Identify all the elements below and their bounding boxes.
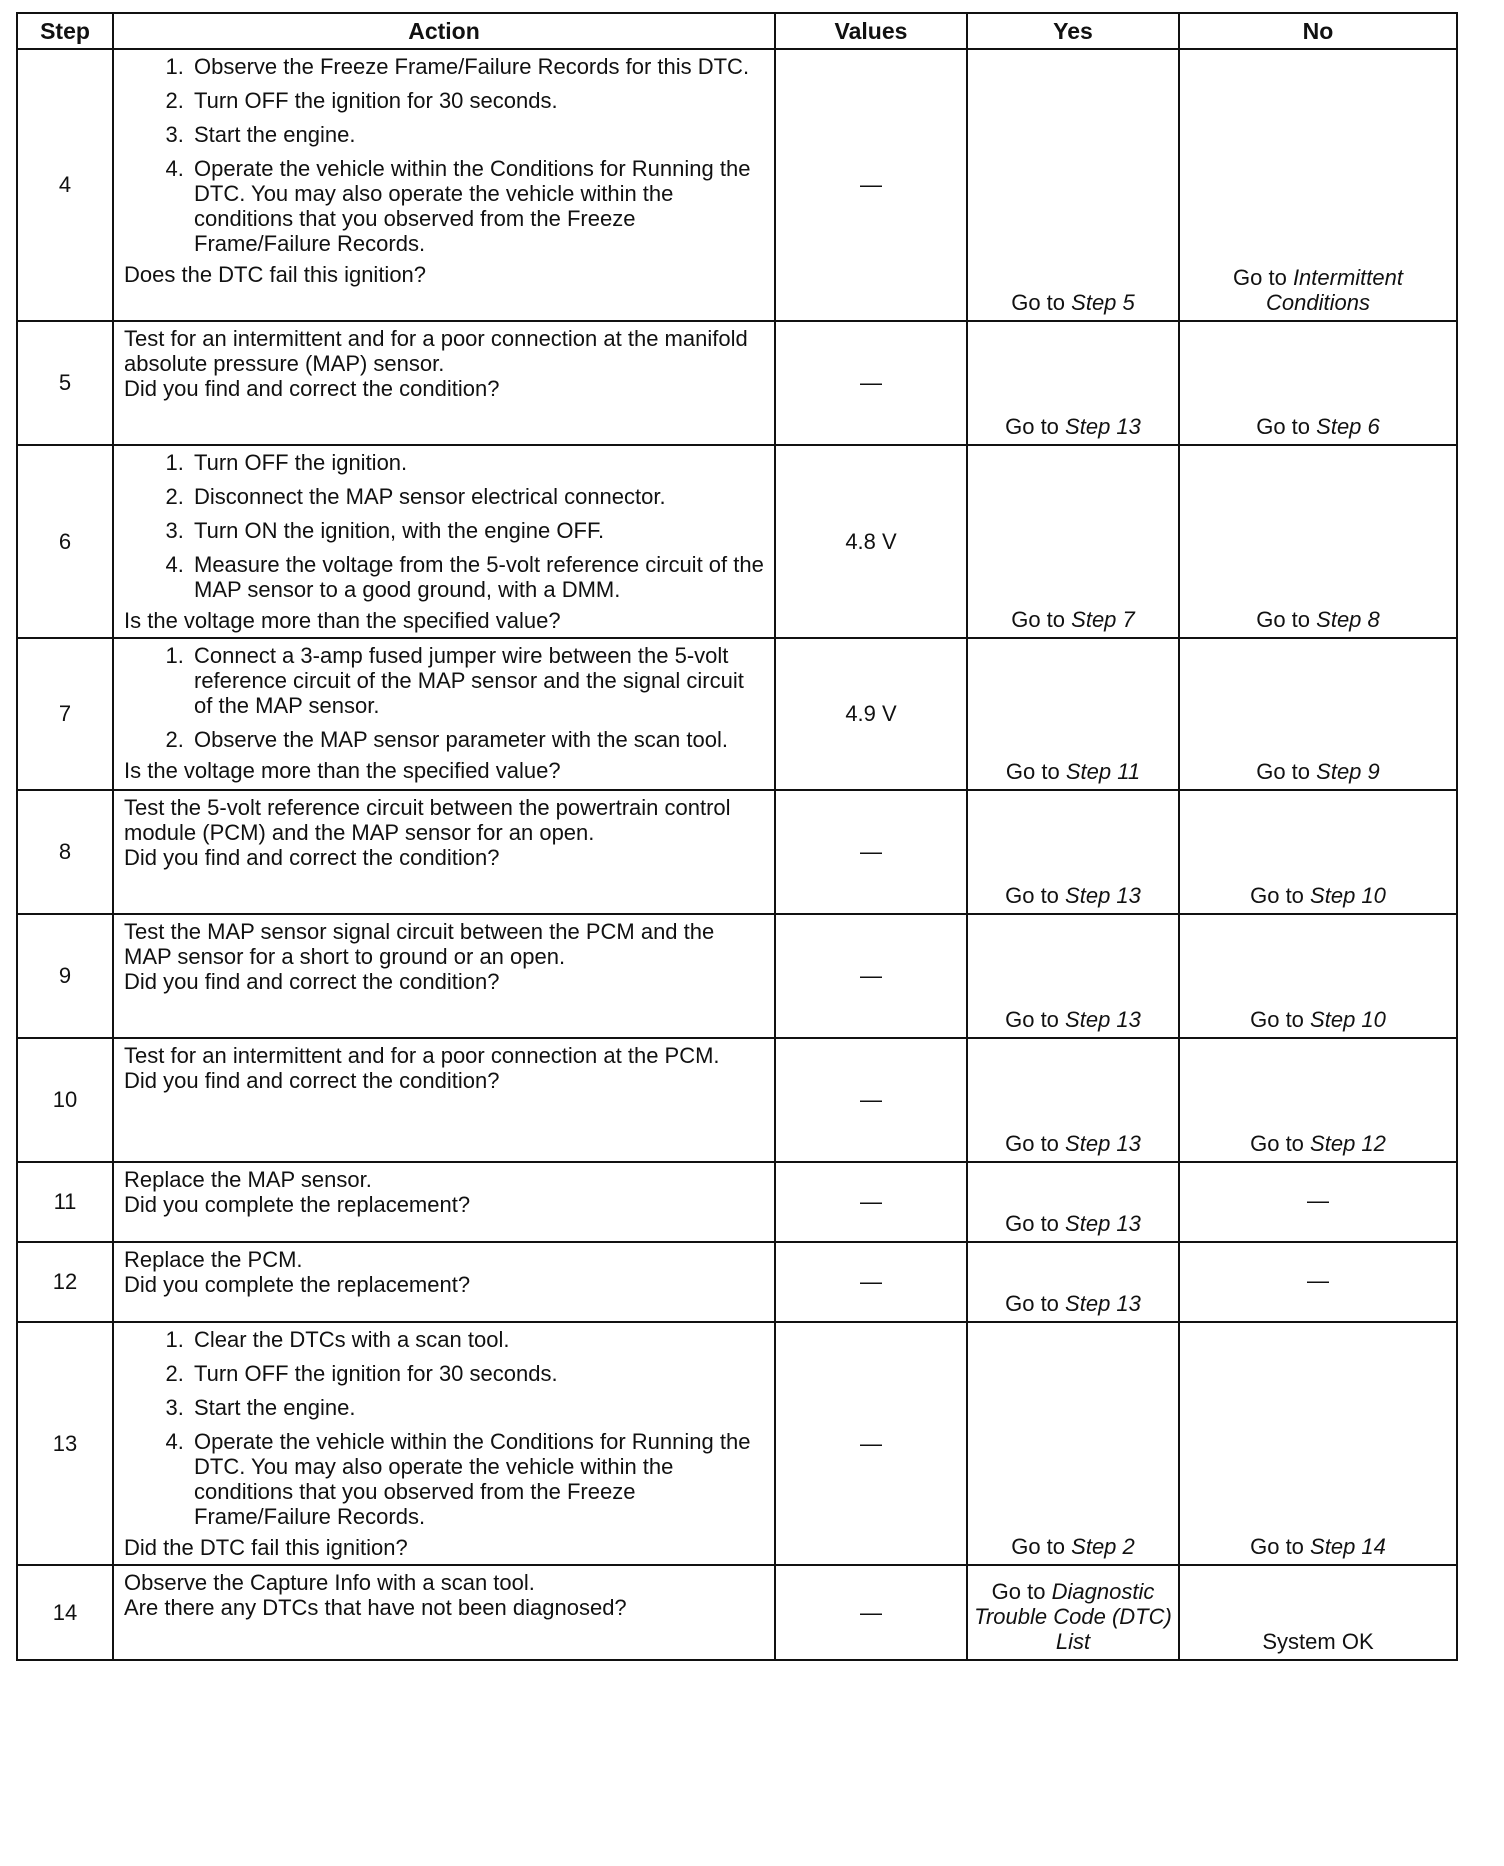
step-number: 14 — [17, 1565, 113, 1660]
table-row — [17, 49, 1457, 321]
action-question: Did you find and correct the condition? — [124, 1068, 500, 1093]
diagnostic-table — [16, 12, 1458, 1661]
step-number: 4 — [17, 49, 113, 321]
yes-goto-link[interactable]: Step 2 — [1071, 1534, 1135, 1559]
no-result-text: — — [1307, 1268, 1329, 1293]
action-content — [124, 1043, 764, 1093]
no-goto-prefix: Go to — [1250, 1534, 1304, 1559]
step-number: 8 — [17, 790, 113, 914]
yes-goto-prefix: Go to — [1005, 1131, 1059, 1156]
value-cell: 4.8 V — [775, 445, 967, 638]
table-body — [17, 49, 1457, 1660]
action-step-item: 1. Connect a 3-amp fused jumper wire between the 5-volt reference circuit of the MAP sensor and the signal circuit of the MAP sensor. — [190, 643, 764, 718]
action-cell — [113, 445, 775, 638]
yes-cell — [967, 638, 1179, 790]
step-number: 12 — [17, 1242, 113, 1322]
yes-goto-prefix: Go to — [1011, 1534, 1066, 1559]
no-cell — [1179, 914, 1457, 1038]
yes-goto-prefix: Go to — [1005, 1291, 1059, 1316]
action-steps-list — [124, 54, 764, 256]
action-instructions — [124, 54, 764, 262]
action-content — [124, 1570, 764, 1620]
action-cell — [113, 1038, 775, 1162]
no-result-text: — — [1307, 1188, 1329, 1213]
yes-goto-prefix: Go to — [1005, 883, 1059, 908]
value-cell: — — [775, 914, 967, 1038]
action-step-item: 3. Turn ON the ignition, with the engine OFF. — [190, 518, 764, 543]
table-row — [17, 790, 1457, 914]
header-no: No — [1179, 13, 1457, 49]
header-row — [17, 13, 1457, 49]
yes-goto-prefix: Go to — [1005, 759, 1060, 784]
action-content — [124, 326, 764, 401]
yes-cell — [967, 1242, 1179, 1322]
action-step-item: 2. Disconnect the MAP sensor electrical connector. — [190, 484, 764, 509]
no-cell — [1179, 1322, 1457, 1565]
yes-cell — [967, 1322, 1179, 1565]
action-instructions — [124, 1570, 764, 1595]
yes-cell — [967, 914, 1179, 1038]
step-number: 6 — [17, 445, 113, 638]
yes-goto-link[interactable]: Step 13 — [1065, 1007, 1141, 1032]
yes-cell — [967, 790, 1179, 914]
action-instructions — [124, 919, 764, 969]
action-instructions — [124, 1247, 764, 1272]
value-cell: — — [775, 49, 967, 321]
yes-goto-link[interactable]: Step 13 — [1065, 883, 1141, 908]
action-text: Replace the PCM. — [124, 1247, 303, 1272]
step-number: 10 — [17, 1038, 113, 1162]
yes-goto-prefix: Go to — [1005, 414, 1059, 439]
action-text: Test for an intermittent and for a poor connection at the PCM. — [124, 1043, 720, 1068]
yes-goto-link[interactable]: Step 13 — [1065, 414, 1141, 439]
table-row — [17, 1565, 1457, 1660]
action-question: Did you complete the replacement? — [124, 1272, 471, 1297]
no-goto-link[interactable]: Step 10 — [1310, 883, 1386, 908]
action-step-item: 2. Observe the MAP sensor parameter with the scan tool. — [190, 727, 764, 752]
yes-cell — [967, 1038, 1179, 1162]
no-cell — [1179, 49, 1457, 321]
value-cell: — — [775, 321, 967, 445]
no-result-text: System OK — [1262, 1629, 1374, 1654]
no-cell — [1179, 1162, 1457, 1242]
yes-cell — [967, 445, 1179, 638]
action-instructions — [124, 450, 764, 608]
action-question: Did the DTC fail this ignition? — [124, 1535, 408, 1560]
step-number: 13 — [17, 1322, 113, 1565]
no-cell — [1179, 1242, 1457, 1322]
step-number: 9 — [17, 914, 113, 1038]
yes-goto-link[interactable]: Step 13 — [1065, 1211, 1141, 1236]
step-number: 7 — [17, 638, 113, 790]
action-step-item: 4. Operate the vehicle within the Conditions for Running the DTC. You may also operate the vehicle within the conditions that you observed from the Freeze Frame/Failure Records. — [190, 1429, 764, 1529]
action-cell — [113, 1242, 775, 1322]
action-step-item: 3. Start the engine. — [190, 122, 764, 147]
yes-goto-link[interactable]: Step 11 — [1065, 759, 1141, 784]
action-cell — [113, 321, 775, 445]
action-question: Does the DTC fail this ignition? — [124, 262, 427, 287]
yes-goto-prefix: Go to — [991, 1579, 1046, 1604]
action-cell — [113, 1565, 775, 1660]
value-cell: — — [775, 1242, 967, 1322]
action-text: Replace the MAP sensor. — [124, 1167, 372, 1192]
table-row — [17, 1038, 1457, 1162]
no-goto-prefix: Go to — [1250, 1131, 1304, 1156]
action-question: Is the voltage more than the specified value? — [124, 758, 561, 783]
action-content — [124, 919, 764, 994]
yes-cell — [967, 321, 1179, 445]
no-goto-link[interactable]: Step 6 — [1316, 414, 1380, 439]
action-step-item: 2. Turn OFF the ignition for 30 seconds. — [190, 1361, 764, 1386]
action-question: Are there any DTCs that have not been diagnosed? — [124, 1595, 627, 1620]
no-cell — [1179, 1565, 1457, 1660]
no-goto-link[interactable]: Step 8 — [1316, 607, 1380, 632]
action-step-item: 1. Observe the Freeze Frame/Failure Records for this DTC. — [190, 54, 764, 79]
no-goto-link[interactable]: Step 14 — [1310, 1534, 1386, 1559]
yes-goto-link[interactable]: Step 7 — [1071, 607, 1135, 632]
table-row — [17, 1242, 1457, 1322]
header-yes: Yes — [967, 13, 1179, 49]
yes-goto-link[interactable]: Diagnostic Trouble Code (DTC) List — [974, 1579, 1172, 1654]
action-step-item: 1. Turn OFF the ignition. — [190, 450, 764, 475]
yes-goto-prefix: Go to — [1005, 1211, 1059, 1236]
value-cell: 4.9 V — [775, 638, 967, 790]
action-question: Did you find and correct the condition? — [124, 376, 500, 401]
action-step-item: 3. Start the engine. — [190, 1395, 764, 1420]
action-step-item: 4. Operate the vehicle within the Conditions for Running the DTC. You may also operate the vehicle within the conditions that you observed from the Freeze Frame/Failure Records. — [190, 156, 764, 256]
table-row — [17, 445, 1457, 638]
no-cell — [1179, 638, 1457, 790]
action-content — [124, 54, 764, 287]
yes-goto-link[interactable]: Step 13 — [1065, 1131, 1141, 1156]
action-cell — [113, 790, 775, 914]
value-cell: — — [775, 1162, 967, 1242]
action-content — [124, 643, 764, 783]
action-content — [124, 795, 764, 870]
action-content — [124, 1327, 764, 1560]
action-cell — [113, 914, 775, 1038]
no-goto-link[interactable]: Step 10 — [1310, 1007, 1386, 1032]
yes-cell — [967, 49, 1179, 321]
yes-goto-link[interactable]: Step 5 — [1071, 290, 1135, 315]
action-instructions — [124, 1327, 764, 1535]
step-number: 11 — [17, 1162, 113, 1242]
yes-goto-prefix: Go to — [1005, 1007, 1059, 1032]
header-step: Step — [17, 13, 113, 49]
no-cell — [1179, 321, 1457, 445]
no-goto-prefix: Go to — [1250, 883, 1304, 908]
action-steps-list — [124, 1327, 764, 1529]
no-goto-link[interactable]: Step 9 — [1316, 759, 1380, 784]
action-content — [124, 1247, 764, 1297]
action-step-item: 1. Clear the DTCs with a scan tool. — [190, 1327, 764, 1352]
table-row — [17, 321, 1457, 445]
action-instructions — [124, 1043, 764, 1068]
yes-cell — [967, 1565, 1179, 1660]
no-goto-link[interactable]: Step 12 — [1310, 1131, 1386, 1156]
header-values: Values — [775, 13, 967, 49]
value-cell: — — [775, 1038, 967, 1162]
action-text: Test for an intermittent and for a poor connection at the manifold absolute pressure (MAP) sensor. — [124, 326, 748, 376]
action-instructions — [124, 795, 764, 845]
table-row — [17, 1322, 1457, 1565]
yes-goto-prefix: Go to — [1011, 290, 1066, 315]
yes-cell — [967, 1162, 1179, 1242]
action-text: Test the 5-volt reference circuit between the powertrain control module (PCM) and the MAP sensor for an open. — [124, 795, 731, 845]
action-cell — [113, 49, 775, 321]
yes-goto-prefix: Go to — [1011, 607, 1066, 632]
step-number: 5 — [17, 321, 113, 445]
no-goto-prefix: Go to — [1233, 265, 1287, 290]
action-cell — [113, 1162, 775, 1242]
no-goto-prefix: Go to — [1250, 1007, 1304, 1032]
table-row — [17, 638, 1457, 790]
no-cell — [1179, 790, 1457, 914]
no-goto-prefix: Go to — [1256, 607, 1311, 632]
action-question: Did you find and correct the condition? — [124, 969, 500, 994]
action-question: Did you find and correct the condition? — [124, 845, 500, 870]
no-goto-prefix: Go to — [1256, 759, 1311, 784]
no-cell — [1179, 445, 1457, 638]
action-text: Test the MAP sensor signal circuit between the PCM and the MAP sensor for a short to ground or an open. — [124, 919, 715, 969]
value-cell: — — [775, 790, 967, 914]
table-row — [17, 1162, 1457, 1242]
action-cell — [113, 1322, 775, 1565]
header-action: Action — [113, 13, 775, 49]
action-step-item: 2. Turn OFF the ignition for 30 seconds. — [190, 88, 764, 113]
action-steps-list — [124, 643, 764, 752]
no-cell — [1179, 1038, 1457, 1162]
action-step-item: 4. Measure the voltage from the 5-volt reference circuit of the MAP sensor to a good ground, with a DMM. — [190, 552, 764, 602]
value-cell: — — [775, 1565, 967, 1660]
action-question: Is the voltage more than the specified value? — [124, 608, 561, 633]
action-cell — [113, 638, 775, 790]
action-content — [124, 450, 764, 633]
action-instructions — [124, 326, 764, 376]
action-question: Did you complete the replacement? — [124, 1192, 471, 1217]
value-cell: — — [775, 1322, 967, 1565]
action-instructions — [124, 1167, 764, 1192]
action-instructions — [124, 643, 764, 758]
no-goto-link[interactable]: Intermittent Conditions — [1266, 265, 1403, 315]
no-goto-prefix: Go to — [1256, 414, 1311, 439]
action-steps-list — [124, 450, 764, 602]
action-content — [124, 1167, 764, 1217]
table-row — [17, 914, 1457, 1038]
action-text: Observe the Capture Info with a scan tool. — [124, 1570, 535, 1595]
yes-goto-link[interactable]: Step 13 — [1065, 1291, 1141, 1316]
